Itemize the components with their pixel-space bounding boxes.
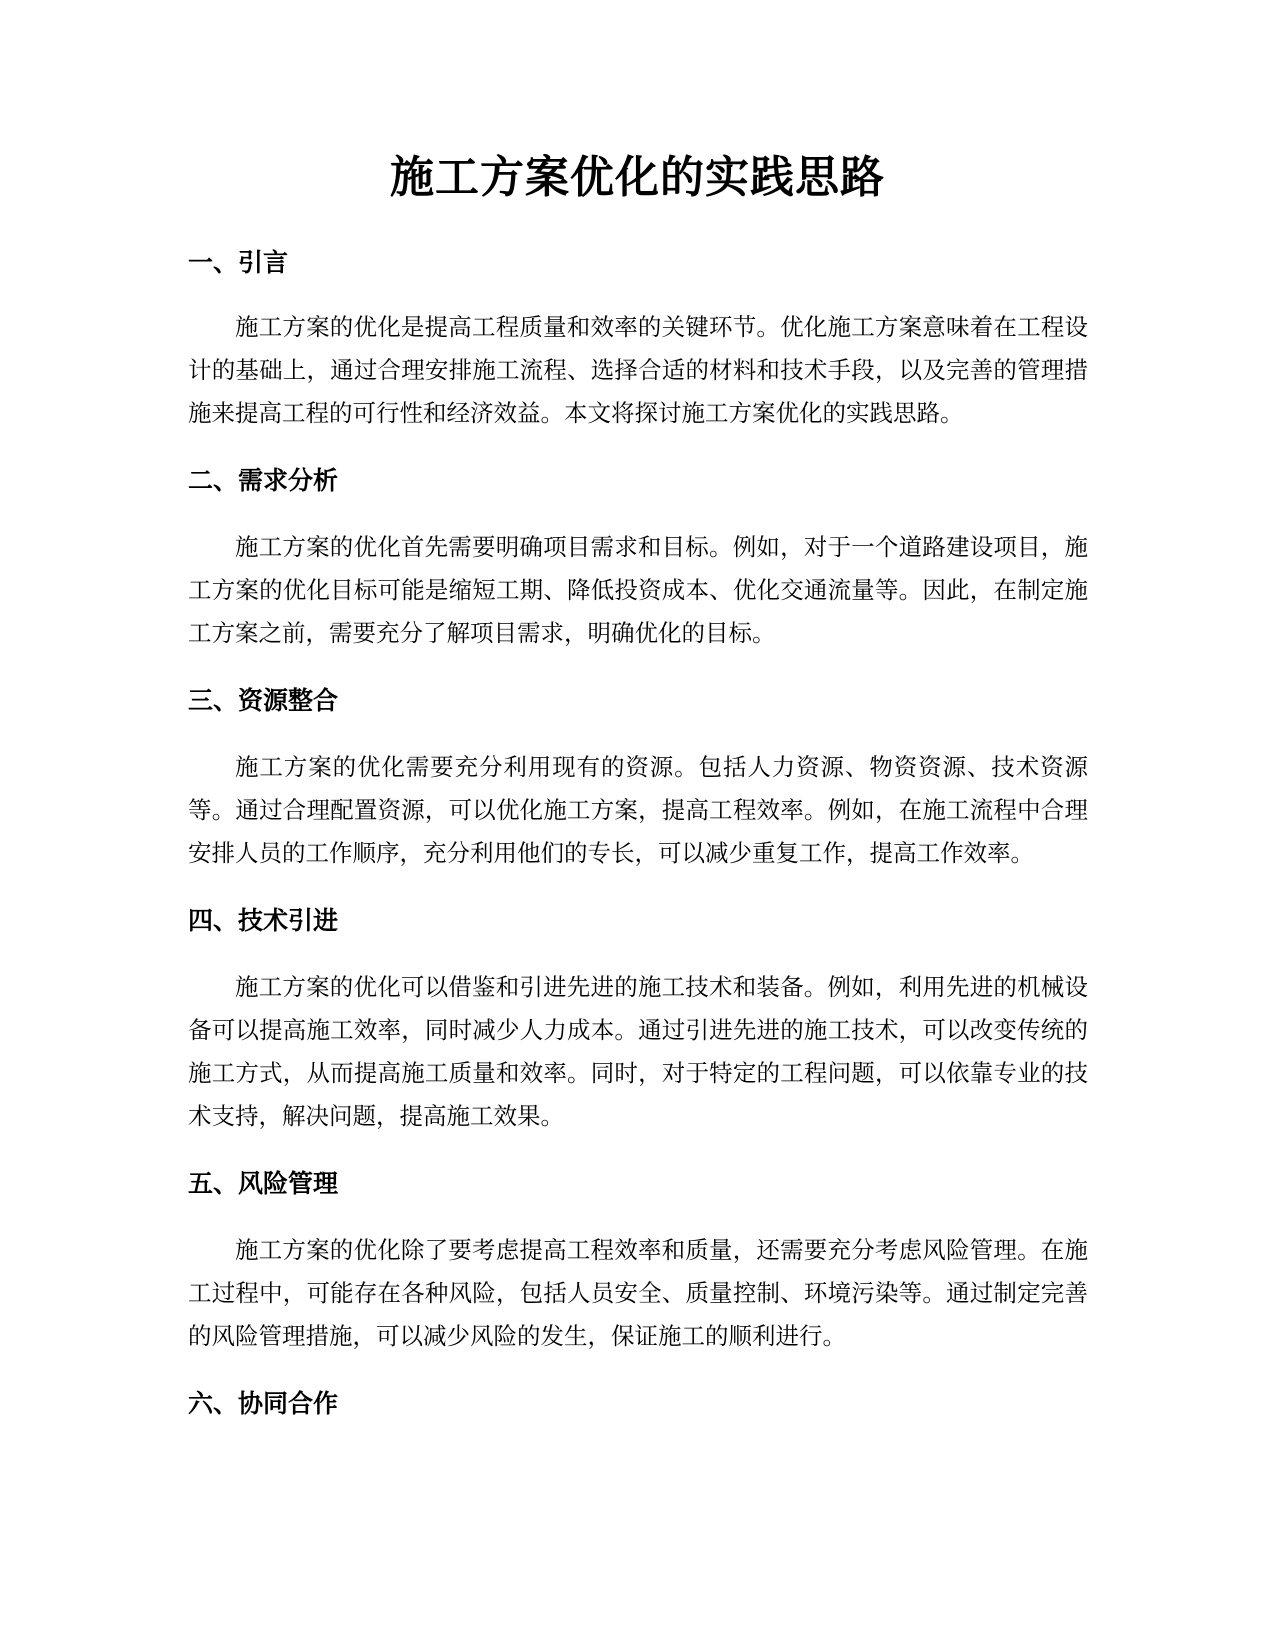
section-technology-introduction <box>188 903 1088 1138</box>
section-heading: 四、技术引进 <box>188 906 339 935</box>
section-paragraph: 施工方案的优化是提高工程质量和效率的关键环节。优化施工方案意味着在工程设计的基础上，通过合理安排施工流程、选择合适的材料和技术手段，以及完善的管理措施来提高工程的可行性和经济效益。本文将探讨施工方案优化的实践思路。 <box>188 313 1088 427</box>
section-paragraph: 施工方案的优化可以借鉴和引进先进的施工技术和装备。例如，利用先进的机械设备可以提高施工效率，同时减少人力成本。通过引进先进的施工技术，可以改变传统的施工方式，从而提高施工质量和效率。同时，对于特定的工程问题，可以依靠专业的技术支持，解决问题，提高施工效果。 <box>188 973 1088 1130</box>
section-heading: 六、协同合作 <box>188 1389 339 1418</box>
section-paragraph: 施工方案的优化需要充分利用现有的资源。包括人力资源、物资资源、技术资源等。通过合理配置资源，可以优化施工方案，提高工程效率。例如，在施工流程中合理安排人员的工作顺序，充分利用他们的专长，可以减少重复工作，提高工作效率。 <box>188 753 1088 867</box>
section-heading: 五、风险管理 <box>188 1169 339 1198</box>
document-content <box>188 245 1088 1422</box>
section-heading: 一、引言 <box>188 248 289 277</box>
document-title: 施工方案优化的实践思路 <box>390 152 885 203</box>
section-heading: 三、资源整合 <box>188 686 339 715</box>
section-risk-management <box>188 1166 1088 1358</box>
section-paragraph: 施工方案的优化除了要考虑提高工程效率和质量，还需要充分考虑风险管理。在施工过程中，可能存在各种风险，包括人员安全、质量控制、环境污染等。通过制定完善的风险管理措施，可以减少风险的发生，保证施工的顺利进行。 <box>188 1236 1088 1350</box>
section-heading: 二、需求分析 <box>188 466 339 495</box>
section-resource-integration <box>188 683 1088 875</box>
section-requirement-analysis <box>188 463 1088 655</box>
section-paragraph: 施工方案的优化首先需要明确项目需求和目标。例如，对于一个道路建设项目，施工方案的优化目标可能是缩短工期、降低投资成本、优化交通流量等。因此，在制定施工方案之前，需要充分了解项目需求，明确优化的目标。 <box>188 533 1088 647</box>
section-introduction <box>188 245 1088 435</box>
section-collaboration <box>188 1386 1088 1422</box>
